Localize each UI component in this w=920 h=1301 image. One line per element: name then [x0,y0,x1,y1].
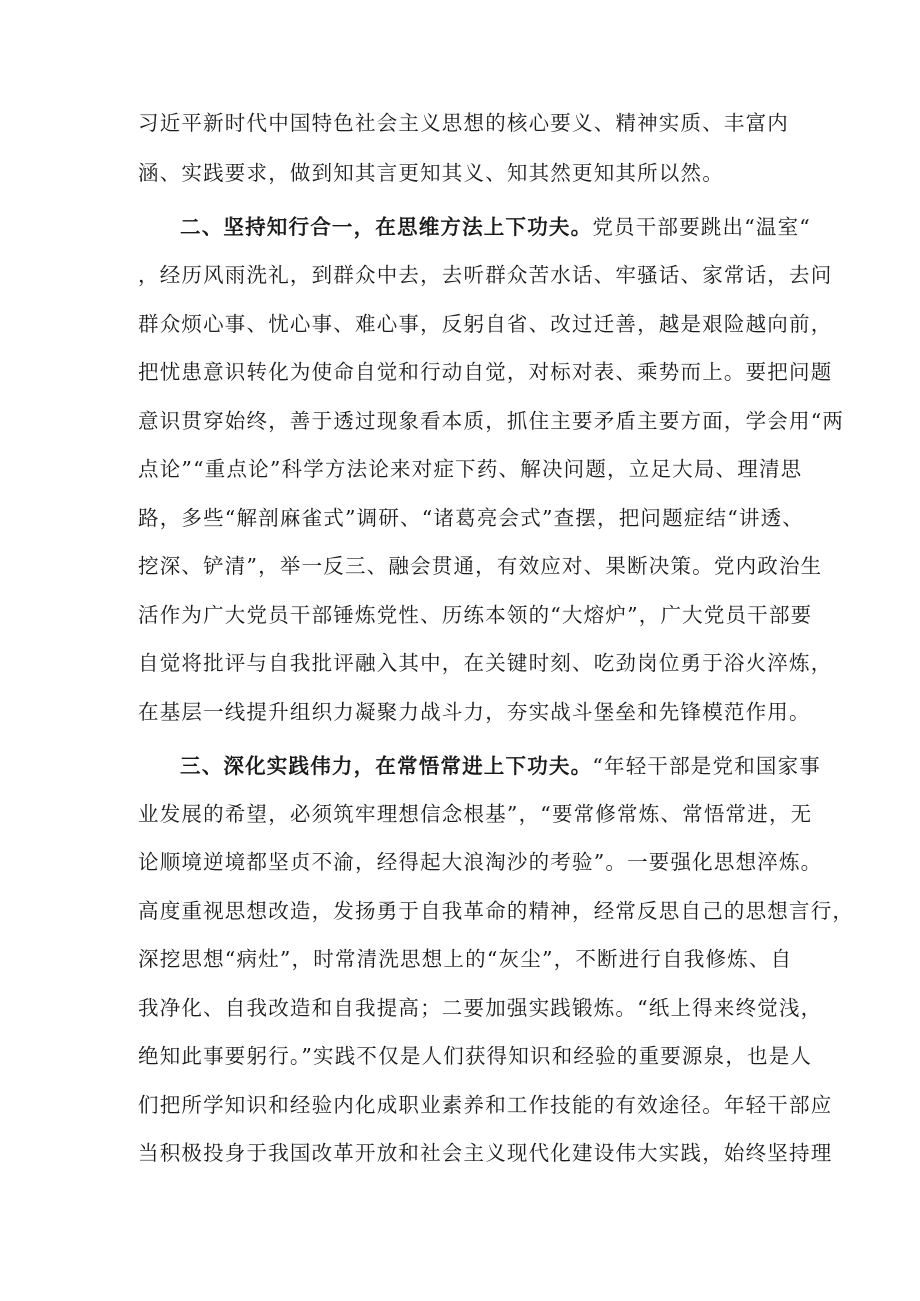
text-line: 意识贯穿始终，善于透过现象看本质，抓住主要矛盾主要方面，学会用“两 [138,409,845,433]
text-line: 把忧患意识转化为使命自觉和行动自觉，对标对表、乘势而上。要把问题 [138,360,833,384]
text-line: 活作为广大党员干部锤炼党性、历练本领的“大熔炉”，广大党员干部要 [138,603,813,627]
text-line: 论顺境逆境都坚贞不渝，经得起大浪淘沙的考验”。一要强化思想淬炼。 [138,850,823,874]
text-line: 高度重视思想改造，发扬勇于自我革命的精神，经常反思自己的思想言行， [138,899,855,923]
text-line: 业发展的希望，必须筑牢理想信念根基”，“要常修常炼、常悟常进，无 [138,802,813,826]
section-3-lead-text: “年轻干部是党和国家事 [592,754,821,778]
text-line: 深挖思想“病灶”，时常清洗思想上的“灰尘”，不断进行自我修炼、自 [138,947,793,971]
text-line: 挖深、铲清”，举一反三、融会贯通，有效应对、果断决策。党内政治生 [138,554,823,578]
section-3-heading: 三、深化实践伟力，在常悟常进上下功夫。 [180,754,593,778]
section-2-lead-text: 党员干部要跳出“温室“ [592,215,811,239]
text-line: 习近平新时代中国特色社会主义思想的核心要义、精神实质、丰富内 [138,111,789,135]
text-line: ，经历风雨洗礼，到群众中去，去听群众苦水话、牢骚话、家常话，去问 [138,263,833,287]
text-line: 们把所学知识和经验内化成职业素养和工作技能的有效途径。年轻干部应 [138,1093,833,1117]
text-line: 点论”“重点论”科学方法论来对症下药、解决问题，立足大局、理清思 [138,457,803,481]
text-line: 路，多些“解剖麻雀式”调研、“诸葛亮会式”查摆，把问题症结“讲透、 [138,506,804,530]
text-line: 当积极投身于我国改革开放和社会主义现代化建设伟大实践，始终坚持理 [138,1141,833,1165]
text-line: 自觉将批评与自我批评融入其中，在关键时刻、吃劲岗位勇于浴火淬炼， [138,651,833,675]
section-2-first-line [180,214,840,240]
text-line: 绝知此事要躬行。”实践不仅是人们获得知识和经验的重要源泉，也是人 [138,1044,813,1068]
text-line: 在基层一线提升组织力凝聚力战斗力，夯实战斗堡垒和先锋模范作用。 [138,700,811,724]
text-line: 群众烦心事、忧心事、难心事，反躬自省、改过迁善，越是艰险越向前， [138,312,833,336]
section-3-first-line [180,753,840,779]
section-2-heading: 二、坚持知行合一，在思维方法上下功夫。 [180,215,593,239]
text-line: 涵、实践要求，做到知其言更知其义、知其然更知其所以然。 [138,161,724,185]
text-line: 我净化、自我改造和自我提高；二要加强实践锻炼。“纸上得来终觉浅， [138,996,823,1020]
